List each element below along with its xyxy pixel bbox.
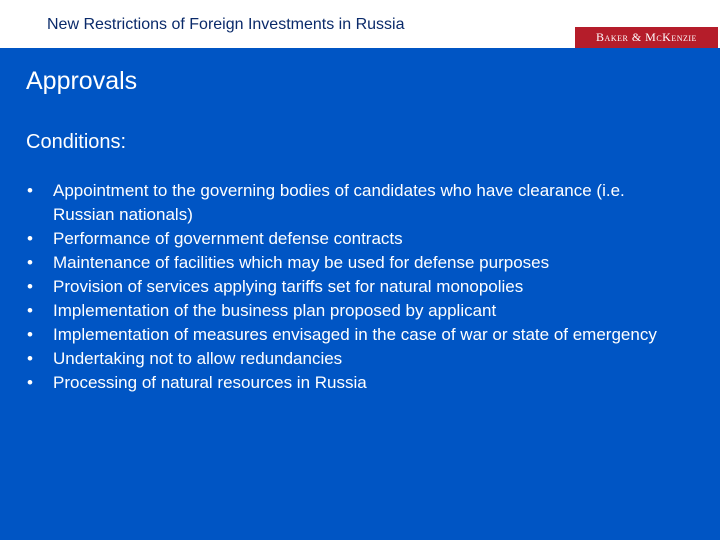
bullet-icon: • [27, 253, 33, 272]
list-item [26, 299, 676, 323]
bullet-icon: • [27, 301, 33, 320]
header-title: New Restrictions of Foreign Investments in Russia [47, 16, 405, 33]
bullet-icon: • [27, 373, 33, 392]
list-item [26, 347, 676, 371]
list-item-text: Implementation of the business plan proposed by applicant [53, 301, 497, 320]
list-item [26, 251, 676, 275]
list-item-text: Performance of government defense contracts [53, 229, 403, 248]
list-item-text: Processing of natural resources in Russia [53, 373, 367, 392]
bullet-icon: • [27, 349, 33, 368]
list-item [26, 227, 676, 251]
list-item-text: Appointment to the governing bodies of candidates who have clearance (i.e. Russian nationals) [53, 181, 625, 224]
header-bar [0, 0, 720, 48]
bullet-icon: • [27, 229, 33, 248]
list-item [26, 179, 676, 227]
baker-mckenzie-logo [575, 27, 718, 48]
bullet-icon: • [27, 181, 33, 200]
list-item-text: Undertaking not to allow redundancies [53, 349, 343, 368]
bullet-icon: • [27, 277, 33, 296]
bullet-icon: • [27, 325, 33, 344]
list-item-text: Maintenance of facilities which may be used for defense purposes [53, 253, 550, 272]
conditions-list [26, 179, 676, 395]
slide-title: Approvals [26, 67, 138, 95]
conditions-heading: Conditions: [26, 131, 127, 153]
list-item [26, 275, 676, 299]
list-item-text: Implementation of measures envisaged in the case of war or state of emergency [53, 325, 657, 344]
list-item [26, 371, 676, 395]
content-area [0, 48, 720, 540]
list-item-text: Provision of services applying tariffs set for natural monopolies [53, 277, 524, 296]
logo-text: Baker & McKenzie [596, 30, 697, 44]
list-item [26, 323, 676, 347]
